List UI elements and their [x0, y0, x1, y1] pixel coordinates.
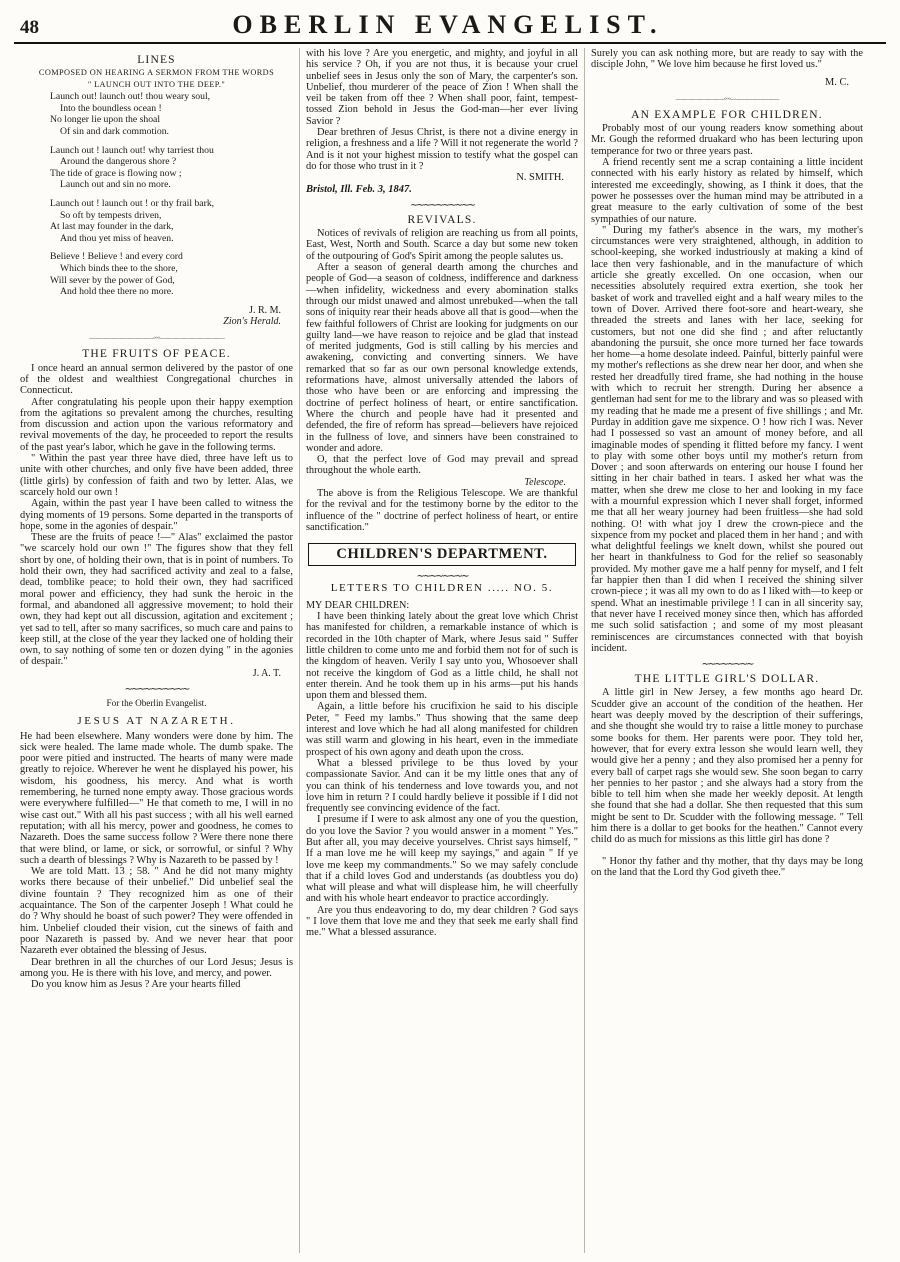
paragraph: Probably most of our young readers know something about Mr. Gough the reformed druakard who has been lecturing upon temperance for two or three years past.	[591, 123, 863, 157]
poem-stanza	[50, 145, 293, 191]
page-number: 48	[20, 17, 39, 38]
scripture-verse: " Honor thy father and thy mother, that thy days may be long on the land that the Lord thy God giveth thee."	[591, 855, 863, 878]
jesus-at-nazareth-title: JESUS AT NAZARETH.	[77, 715, 236, 728]
column-1	[14, 48, 299, 1253]
poem-body	[20, 91, 293, 298]
paragraph: I presume if I were to ask almost any one of you the question, do you love the Savior ? you would answer in a moment " Yes." But after all, you may deceive yourselves. Christ says himself, " If a man love me he will keep my sayings," and again " If ye love me keep my commandments." So we may safely conclude that if a child loves God and understands (as doubtless you do) what will please and what will displease him, he will cheerfully and with his whole heart endeavor to practice accordingly.	[306, 814, 578, 905]
paragraph: He had been elsewhere. Many wonders were done by him. The sick were healed. The lame made whole. The dumb spake. The poor were pitied and instructed. The hearts of many were made greatly to rejoice. Wherever he went he displayed his power, his wisdom, his goodness, his mercy. And what is worth remembering, he turned none empty away. Those gracious words were everywhere fulfilled—" He that cometh to me, I will in no wise cast out." With all his past success ; with all his well earned reputation; with all his mercy, power and goodness, he comes to Nazareth. Does the same success follow ? Were there none there that were blind, or lame, or sick, or sorrowful, or sinful ? Why such a dearth of blessings ? Why is Nazareth to be passed by !	[20, 730, 293, 866]
paragraph-continued: Surely you can ask nothing more, but are ready to say with the disciple John, " We love him because he first loved us."	[591, 48, 863, 71]
poem-line: The tide of grace is flowing now ;	[50, 167, 182, 179]
ornament-divider: ————————◦◦◦————————	[89, 334, 224, 342]
salutation: MY DEAR CHILDREN:	[306, 599, 410, 611]
paragraph: After a season of general dearth among the churches and people of God—a season of coldness, indifference and darkness—when infidelity, wickedness and every abomination stalks through our midst unawed and almost unrebuked—when the tall sons of iniquity rear their heads above all that is good—when the few faithful followers of Christ are looking for judgments on our guilty land—we have reason to rejoice and be glad that instead of merited judgments, God is still calling by his mercies and awakening, convicting and converting sinners. We have remarked that so far as our own personal knowledge extends, reformations have, almost universally attended the labors of those who have been or are enforcing and impressing the doctrine of perfect holiness of heart, or entire sanctification. Where the church and people have had it presented and defended, the fire of reform has spread—believers have rejoiced in the fullness of love, and sinners have been constrained to wonder and adore.	[306, 262, 578, 454]
poem-line: Around the dangerous shore ?	[60, 156, 177, 168]
article-signature: N. SMITH.	[516, 172, 564, 184]
poem-line: Of sin and dark commotion.	[60, 126, 169, 138]
poem-stanza	[50, 91, 293, 137]
paragraph: Again, a little before his crucifixion he said to his disciple Peter, " Feed my lambs." Thus showing that the same deep interest and love which he had all along manifested for children was still warm and glowing in his heart, even in the immediate prospect of his own agony and death upon the cross.	[306, 701, 578, 758]
paragraph: I once heard an annual sermon delivered by the pastor of one of the oldest and wealthiest Congregational churches in Connecticut.	[20, 362, 293, 397]
paragraph: A friend recently sent me a scrap containing a little incident connected with his early history as related by himself, which interested me exceedingly, showing, as I think it does, that the power he possesses over the human mind may be attributed in a great measure to the early cultivation of some of the best sympathies of our nature.	[591, 157, 863, 225]
columns-container	[14, 48, 886, 1253]
letter-signature: M. C.	[825, 76, 849, 88]
paragraph: A little girl in New Jersey, a few months ago heard Dr. Scudder give an account of the condition of the heathen. Her heart was deeply moved by the description of their sufferings, and she thought she would try to raise a little money to purchase some books for them. Her parents were poor. They told her, however, that for every extra lesson she would learn well, they would give her a penny ; and they also promised her a penny for every ball of carpet rags she would sew. She soon began to carry her pennies to her pastor ; and she always had a story from the bible to tell him when she made her weekly deposit. At length she found that she had a dollar. She then requested that this sum might be sent to Dr. Scudder with the following message. " Tell him there is a dollar to get books for the heathen." Cannot every child do as much for missions as this little girl has done ?	[591, 687, 863, 846]
paragraph: Are you thus endeavoring to do, my dear children ? God says " I love them that love me and they that seek me early shall find me." What a blessed assurance.	[306, 904, 578, 939]
ornament-divider: ——————◦◦◦——————	[675, 94, 779, 102]
paragraph: Do you know him as Jesus ? Are your hearts filled	[31, 979, 241, 991]
publication-title: OBERLIN EVANGELIST.	[232, 10, 664, 39]
poem-line: Into the boundless ocean !	[60, 102, 162, 114]
poem-signature: J. R. M.	[249, 304, 281, 316]
paragraph: I have been thinking lately about the great love which Christ has manifested for children, a remarkable instance of which is recorded in the 10th chapter of Mark, where Jesus said " Suffer little children to come unto me and forbid them not for of such is the kingdom of heaven. Verily I say unto you, Whosoever shall not receive the kingdom of God as a little child, he shall not enter therein. And he took them up in his arms—put his hands upon them and blessed them.	[306, 611, 578, 702]
poem-subtitle-line-1: COMPOSED ON HEARING A SERMON FROM THE WORDS	[38, 68, 275, 78]
poem-line: Launch out ! launch out! why tarriest thou	[50, 144, 214, 156]
paragraph: We are told Matt. 13 ; 58. " And he did not many mighty works there because of their unbelief." Did unbelief seal the divine fountain ? They recognized him as one of their acquaintance. The Son of the carpenter Joseph ! What could he do ? Why should he boast of such power? They were offended in him. Unbelief clouded their vision, cut the sinews of faith and poor Nazareth is passed by. And we never hear that poor Nazareth ever obtained the blessing of Jesus.	[20, 866, 293, 957]
poem-stanza	[50, 198, 293, 244]
wavy-divider: ∼∼∼∼∼∼∼∼	[416, 571, 468, 580]
paragraph: After congratulating his people upon their happy exemption from the agitations so prevalent among the churches, resulting from discussion and action upon the various reformatory and revival movements of the day, he proceeded to report the results of the past year's labor, which he gave in the following terms.	[20, 396, 293, 453]
column-2	[299, 48, 584, 1253]
for-the-paper-line: For the Oberlin Evangelist.	[106, 698, 207, 708]
dateline: Bristol, Ill. Feb. 3, 1847.	[306, 183, 412, 195]
paragraph: " Within the past year three have died, three have left us to unite with other churches, and only five have been added, three (little girls) by confession of faith and two by letter. Alas, we scarcely hold our own !	[20, 453, 293, 498]
little-girls-dollar-title: THE LITTLE GIRL'S DOLLAR.	[634, 673, 820, 686]
poem-line: No longer lie upon the shoal	[50, 114, 161, 126]
paragraph: What a blessed privilege to be thus loved by your compassionate Savior. And can it be my little ones that any of you can think of his tenderness and love towards you, and not love him in return ? I could hardly believe it possible if I did not frequently see convincing evidence of the fact.	[306, 757, 578, 815]
poem-line: Launch out and sin no more.	[60, 179, 171, 191]
poem-source: Zion's Herald.	[223, 316, 281, 328]
poem-subtitle-line-2: " LAUNCH OUT INTO THE DEEP."	[87, 79, 226, 89]
poem-line: Believe ! Believe ! and every cord	[50, 251, 183, 263]
poem-title: LINES	[137, 54, 176, 66]
paragraph: O, that the perfect love of God may prevail and spread throughout the whole earth.	[306, 454, 578, 477]
wavy-divider: ∼∼∼∼∼∼∼∼	[701, 659, 753, 668]
poem-line: Will sever by the power of God,	[50, 274, 175, 286]
childrens-department-heading: CHILDREN'S DEPARTMENT.	[308, 543, 576, 566]
column-3	[584, 48, 869, 1253]
letters-to-children-heading: LETTERS TO CHILDREN ..... NO. 5.	[330, 582, 554, 595]
poem-line: At last may founder in the dark,	[50, 221, 174, 233]
poem-stanza	[50, 251, 293, 297]
paragraph-continued: with his love ? Are you energetic, and mighty, and joyful in all his service ? Oh, if you are not thus, it is because your cruel unbelief sees in Jesus only the son of Mary, the carpenter's son. Unbelief, thou murderer of the peace of Zion ! When shall the veil be taken from off thee ? When shall poor, faint, tempest-tossed Zion behold in Jesus the God-man—her ever living Savior ?	[306, 48, 578, 127]
paragraph: " During my father's absence in the wars, my mother's circumstances were very straightened, although, in addition to school-keeping, she worked industriously at making a kind of lace then very fashionable, and in the manufacture of which article she greatly excelled. On one occasion, when our necessities absolutely required extra exertion, she took her basket of work and travelled eight and a half weary miles to the town of Dover. Arrived there foot-sore and heart-weary, she threaded the streets and lanes with her lace, seeking for customers, but not one did she find ; and after reluctantly abandoning the pursuit, she once more turned her face towards her home—a home desolate indeed. Painful, bitterly painful were my mother's reflections as she drew near her door, and when she rested her dreadfully tired frame, she had nothing in the house with which to recruit her strength. During her absence a gentleman had sent for me to the library and was so pleased with my reading that he made me a present of five shillings ; and Mr. Purday in addition gave me sixpence. O ! how rich I was. Never had I possessed so vast an amount of money before, and all imaginable modes of spending it flitted before my fancy. I went to play with some other boys until my mother's return from Dover ; and soon afterwards on entering our house I found her sitting in her chair bathed in tears. I asked her what was the matter, when she drew me close to her and looking in my face with a mournful expression which I never shall forget, informed me that all her weary journey had been fruitless—she had sold nothing. O! with what joy I drew the crown-piece and the sixpence from my pocket and placed them in her hand ; and with what delightful feelings we knelt down, whilst she poured out her heart in thankfulness to God for the relief so seasonably provided. My mother gave me a half penny for myself, and I felt far happier then than I did when I received the shining silver crown-piece ; it was all my own to do as I liked with—to keep or spend. What an inestimable privilege ! I can in all sincerity say, that never have I received money since then, which has afforded me such solid satisfaction ; and some of my most pleasant reminiscences are circumstances connected with that boyish incident.	[591, 224, 863, 654]
poem-line: And hold thee there no more.	[60, 286, 174, 298]
revivals-title: REVIVALS.	[407, 213, 477, 226]
example-for-children-title: AN EXAMPLE FOR CHILDREN.	[631, 108, 823, 121]
poem-line: So oft by tempests driven,	[60, 209, 162, 221]
paragraph: Notices of revivals of religion are reaching us from all points, East, West, North and South. Scarce a day but some new token of the outpouring of God's Spirit among the people salutes us.	[306, 228, 578, 262]
poem-line: And thou yet miss of heaven.	[60, 232, 174, 244]
paragraph: Dear brethren in all the churches of our Lord Jesus; Jesus is among you. He is there with his love, and mercy, and power.	[20, 956, 293, 979]
fruits-of-peace-title: THE FRUITS OF PEACE.	[82, 348, 231, 361]
revivals-source: Telescope.	[524, 476, 566, 488]
article-signature: J. A. T.	[252, 667, 281, 679]
wavy-divider: ∼∼∼∼∼∼∼∼∼∼	[410, 199, 474, 208]
poem-line: Launch out! launch out! thou weary soul,	[50, 91, 211, 103]
masthead	[14, 10, 886, 44]
paragraph: Dear brethren of Jesus Christ, is there not a divine energy in religion, a freshness and a life ? Will it not regenerate the world ? And is it not your highest mission to testify what the gospel can do for those who trust in it ?	[306, 127, 578, 172]
revivals-editor-note: The above is from the Religious Telescope. We are thankful for the revival and for the testimony borne by the editor to the influence of the " doctrine of perfect holiness of heart, or entire sanctification."	[306, 487, 578, 533]
wavy-divider: ∼∼∼∼∼∼∼∼∼∼	[124, 684, 189, 692]
paragraph: These are the fruits of peace !—" Alas" exclaimed the pastor "we scarcely hold our own !" The figures show that they fell short by one, of holding their own, that is in point of numbers. To hold their own, they had sacrificed activity and zeal to a false, dead, tomblike peace; to hold their own, they had sacrificed moral power and efficiency, they had sunk the heroic in the formal, and abandoned all aggressive movement; to hold their own, they had kept out all discussion, agitation and excitement ; yet sad to tell, after so many sacrifices, so much care and pains to keep still, at the close of the year they lacked one of holding their own, to say nothing of some ten or dozen dying " in the agonies of despair."	[20, 532, 293, 668]
poem-line: Which binds thee to the shore,	[60, 263, 178, 275]
poem-line: Launch out ! launch out ! or thy frail bark,	[50, 198, 215, 210]
paragraph: Again, within the past year I have been called to witness the dying moments of 19 persons. Some departed in the transports of hope, some in the agonies of despair."	[20, 498, 293, 532]
